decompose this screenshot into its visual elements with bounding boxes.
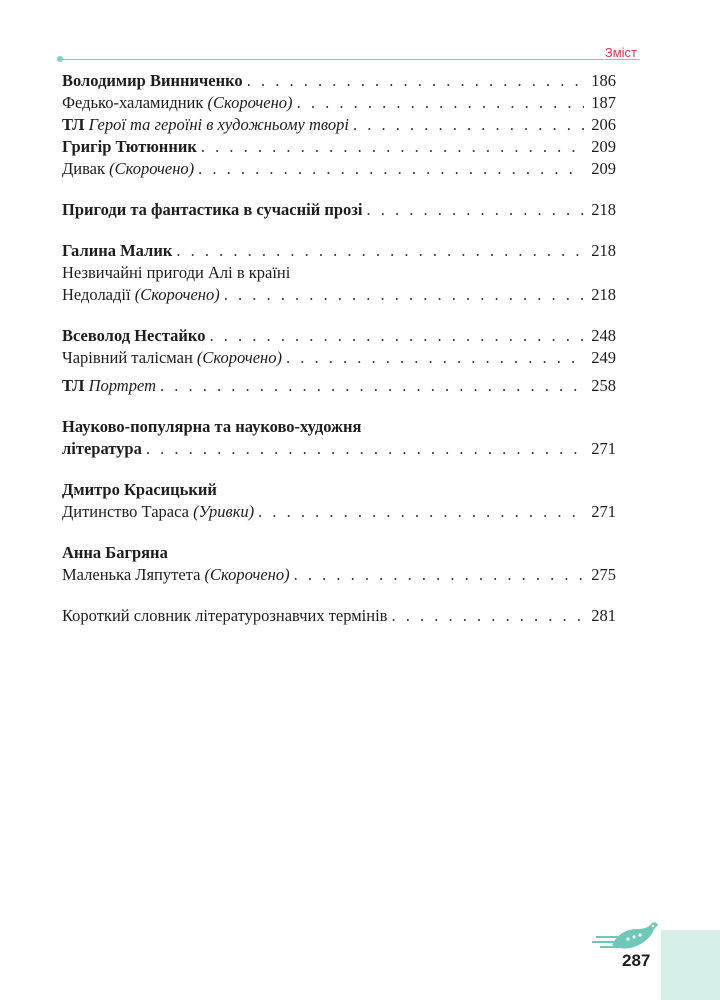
page-number: 287	[622, 951, 651, 970]
toc-page: 206	[591, 115, 616, 134]
toc-entry[interactable]	[62, 114, 616, 136]
toc-work-title: Дивак	[62, 159, 105, 178]
toc-tl-prefix: ТЛ	[62, 376, 85, 395]
toc-tl-title: Герої та героїні в художньому творі	[88, 115, 349, 134]
toc-work-title: Маленька Ляпутета	[62, 565, 201, 584]
spacer	[62, 180, 616, 199]
dot-leader	[286, 347, 584, 369]
toc-page: 218	[591, 285, 616, 304]
toc-work-note: (Скорочено)	[207, 93, 293, 112]
dot-leader	[366, 199, 584, 221]
toc-work-note: (Уривки)	[193, 502, 255, 521]
toc-page: 209	[591, 137, 616, 156]
dot-leader	[209, 325, 584, 347]
toc-page: 271	[591, 502, 616, 521]
toc-page: 187	[591, 93, 616, 112]
dot-leader	[294, 564, 584, 586]
toc-section: Пригоди та фантастика в сучасній прозі	[62, 200, 363, 219]
toc-tl-prefix: ТЛ	[62, 115, 85, 134]
dot-leader	[353, 114, 584, 136]
toc-work-note: (Скорочено)	[196, 348, 282, 367]
toc-page: 258	[591, 376, 616, 395]
toc-page: 209	[591, 159, 616, 178]
section-label: Зміст	[604, 45, 637, 60]
toc-entry[interactable]	[62, 347, 616, 369]
toc-entry[interactable]	[62, 158, 616, 180]
dot-leader	[224, 284, 584, 306]
toc-entry[interactable]	[62, 284, 616, 306]
toc-page: 218	[591, 241, 616, 260]
toc-author: Дмитро Красицький	[62, 480, 217, 499]
toc-author: Галина Малик	[62, 241, 173, 260]
toc-page: 248	[591, 326, 616, 345]
spacer	[62, 586, 616, 605]
toc-page: 249	[591, 348, 616, 367]
dot-leader	[198, 158, 584, 180]
toc-work-line1: Незвичайні пригоди Алі в країні	[62, 263, 291, 282]
spacer	[62, 460, 616, 479]
toc-entry[interactable]	[62, 375, 616, 397]
spacer	[62, 523, 616, 542]
toc-entry[interactable]	[62, 501, 616, 523]
dot-leader	[160, 375, 584, 397]
spacer	[62, 221, 616, 240]
toc-author: Володимир Винниченко	[62, 71, 243, 90]
toc-page: 275	[591, 565, 616, 584]
toc-work-title: Недоладії	[62, 285, 131, 304]
toc-page: 281	[591, 606, 616, 625]
toc-page: 271	[591, 439, 616, 458]
header-rule	[60, 59, 640, 60]
toc-entry[interactable]	[62, 136, 616, 158]
toc-entry[interactable]	[62, 92, 616, 114]
toc-work-title: Федько-халамидник	[62, 93, 204, 112]
toc-work-title: Дитинство Тараса	[62, 502, 189, 521]
dot-leader	[258, 501, 584, 523]
toc-section-line1: Науково-популярна та науково-художня	[62, 417, 362, 436]
toc-entry[interactable]	[62, 199, 616, 221]
dot-leader	[391, 605, 584, 627]
bird-icon	[590, 915, 662, 955]
toc-work-note: (Скорочено)	[109, 159, 195, 178]
dot-leader	[146, 438, 584, 460]
toc-entry[interactable]	[62, 605, 616, 627]
table-of-contents	[62, 70, 616, 627]
toc-work-note: (Скорочено)	[134, 285, 220, 304]
toc-author: Всеволод Нестайко	[62, 326, 206, 345]
toc-page: 186	[591, 71, 616, 90]
toc-work-note: (Скорочено)	[204, 565, 290, 584]
toc-section: література	[62, 439, 142, 458]
toc-entry[interactable]	[62, 70, 616, 92]
toc-work-title: Чарівний талісман	[62, 348, 193, 367]
toc-entry[interactable]	[62, 438, 616, 460]
toc-entry[interactable]	[62, 240, 616, 262]
spacer	[62, 306, 616, 325]
page-edge-tab	[661, 930, 720, 1000]
toc-author: Анна Багряна	[62, 543, 168, 562]
dot-leader	[176, 240, 584, 262]
toc-tl-title: Портрет	[88, 376, 156, 395]
dot-leader	[201, 136, 584, 158]
toc-page: 218	[591, 200, 616, 219]
dot-leader	[297, 92, 584, 114]
toc-author: Григір Тютюнник	[62, 137, 197, 156]
toc-plain: Короткий словник літературознавчих термінів	[62, 606, 388, 625]
toc-entry[interactable]	[62, 325, 616, 347]
toc-entry[interactable]	[62, 564, 616, 586]
spacer	[62, 397, 616, 416]
dot-leader	[247, 70, 584, 92]
